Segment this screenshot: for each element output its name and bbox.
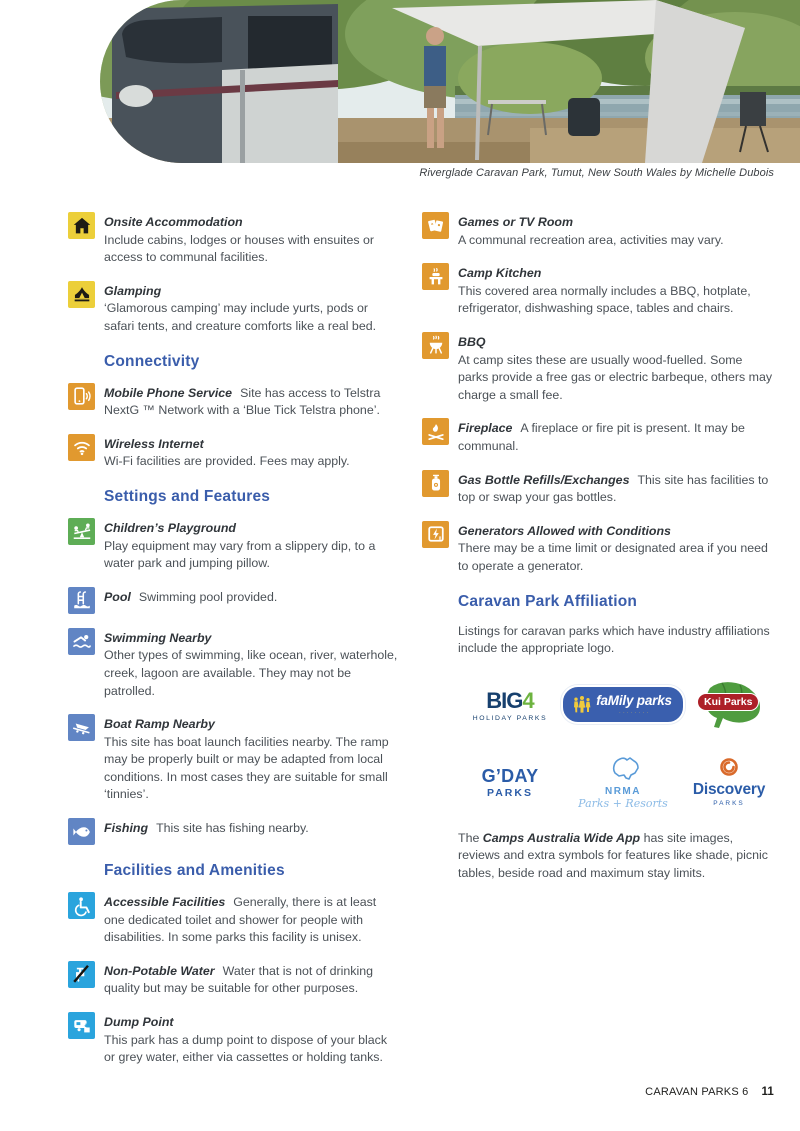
feature-description: This site has boat launch facilities nearby. The ramp may be properly built or may be adapted from local conditions. In most cases they are suitable for small ‘tinnies’. (104, 734, 389, 802)
no-potable-tap-icon (68, 961, 95, 988)
feature-title: Dump Point (104, 1015, 174, 1030)
feature-content (104, 628, 399, 700)
feature-content (104, 892, 399, 947)
feature-item (68, 434, 399, 471)
generator-icon (422, 521, 449, 548)
page-number: 11 (761, 1086, 774, 1098)
body-paragraph (458, 830, 775, 883)
feature-title: Accessible Facilities (104, 895, 226, 910)
feature-title: Fishing (104, 821, 149, 836)
feature-item (422, 470, 775, 507)
feature-description: At camp sites these are usually wood-fuelled. Some parks provide a free gas or electric barbeque, others may charge a small fee. (458, 352, 773, 402)
feature-description: Generally, there is at least one dedicated toilet and shower for people with disabilities. In some parks this facility is unisex. (104, 895, 377, 945)
kui-parks-logo (696, 680, 762, 730)
body-paragraph: Listings for caravan parks which have industry affiliations include the appropriate logo. (458, 623, 770, 656)
feature-content (458, 521, 775, 576)
feature-item (68, 818, 399, 845)
paragraph-segment: The (458, 830, 483, 845)
left-column (68, 212, 399, 1081)
feature-content (104, 212, 399, 267)
feature-content (104, 281, 399, 336)
affiliation-logo-grid (458, 680, 775, 810)
feature-content (458, 332, 775, 404)
feature-item (68, 628, 399, 700)
feature-content (104, 714, 399, 804)
camp-kitchen-icon (422, 263, 449, 290)
gday-parks-logo (482, 766, 539, 799)
feature-title: Boat Ramp Nearby (104, 717, 215, 732)
right-column (422, 212, 775, 897)
swimmer-icon (68, 628, 95, 655)
fish-icon (68, 818, 95, 845)
playing-cards-icon (422, 212, 449, 239)
campfire-icon (422, 418, 449, 445)
big4-subtext: HOLIDAY PARKS (472, 714, 548, 722)
feature-title: Games or TV Room (458, 215, 573, 229)
big4-accent: 4 (522, 687, 534, 713)
feature-item (422, 212, 775, 249)
kui-parks-text: Kui Parks (697, 693, 759, 711)
feature-title: Onsite Accommodation (104, 215, 243, 229)
feature-item (68, 383, 399, 420)
paragraph-segment: has site images, reviews and extra symbols for features like shade, picnic tables, beside road and maximum stay limits. (458, 830, 768, 880)
feature-content (104, 518, 399, 573)
family-figures-icon (572, 695, 592, 713)
feature-title: Pool (104, 589, 131, 604)
feature-item (422, 521, 775, 576)
feature-description: A communal recreation area, activities may vary. (458, 232, 724, 247)
feature-description: ‘Glamorous camping’ may include yurts, pods or safari tents, and creature comforts like a real bed. (104, 301, 377, 333)
family-parks-subtext: · · · · · · · · (619, 710, 649, 716)
feature-title: Swimming Nearby (104, 630, 212, 645)
feature-item (68, 281, 399, 336)
nrma-subtext: Parks + Resorts (578, 796, 668, 810)
big4-holiday-parks-logo (473, 688, 547, 722)
feature-title: Fireplace (458, 421, 513, 436)
feature-content (104, 961, 399, 998)
pool-ladder-icon (68, 587, 95, 614)
feature-content (104, 434, 350, 471)
feature-description: This park has a dump point to dispose of your black or grey water, either via cassettes or holding tanks. (104, 1032, 388, 1065)
feature-item (68, 1012, 399, 1067)
family-parks-logo (561, 685, 685, 724)
feature-title: Wireless Internet (104, 436, 204, 451)
nrma-parks-resorts-logo (578, 756, 668, 810)
feature-item (68, 212, 399, 267)
wifi-icon (68, 434, 95, 461)
feature-item (422, 332, 775, 404)
glamping-tent-icon (68, 281, 95, 308)
feature-title: Gas Bottle Refills/Exchanges (458, 472, 630, 487)
page-footer (645, 1086, 774, 1098)
discovery-subtext: PARKS (713, 800, 745, 808)
feature-item (68, 518, 399, 573)
footer-label: CARAVAN PARKS 6 (645, 1086, 749, 1098)
section-heading: Caravan Park Affiliation (458, 592, 638, 610)
gas-bottle-icon (422, 470, 449, 497)
feature-item (422, 263, 775, 318)
photo-caption: Riverglade Caravan Park, Tumut, New South Wales by Michelle Dubois (419, 167, 774, 179)
big4-text: BIG (486, 687, 523, 713)
nrma-australia-outline (606, 756, 640, 780)
feature-description: There may be a time limit or designated area if you need to operate a generator. (458, 541, 768, 573)
feature-title: Mobile Phone Service (104, 385, 233, 400)
feature-title: Children’s Playground (104, 520, 236, 535)
caravan-park-photo-illustration (100, 0, 800, 163)
discovery-parks-logo (693, 758, 765, 807)
nrma-text: NRMA (604, 785, 641, 797)
feature-content (458, 263, 775, 318)
hero-photo (100, 0, 800, 163)
feature-item (422, 418, 775, 455)
gday-subtext: PARKS (487, 787, 533, 800)
discovery-text: Discovery (692, 781, 766, 799)
feature-description: This covered area normally includes a BBQ, hotplate, refrigerator, dishwashing space, tables and chairs. (458, 283, 751, 316)
feature-description: Include cabins, lodges or houses with ensuites or access to communal facilities. (104, 232, 374, 265)
paragraph-segment: Camps Australia Wide App (482, 830, 641, 845)
feature-item (68, 714, 399, 804)
feature-content (104, 383, 399, 420)
discovery-swirl-icon (720, 758, 738, 776)
feature-description: Water that is not of drinking quality but may be suitable for other purposes. (104, 963, 373, 996)
feature-item (68, 587, 399, 614)
feature-title: Glamping (104, 283, 162, 298)
mobile-phone-icon (68, 383, 95, 410)
house-icon (68, 212, 95, 239)
wheelchair-icon (68, 892, 95, 919)
feature-content (104, 1012, 399, 1067)
feature-item (68, 892, 399, 947)
section-heading: Settings and Features (104, 487, 271, 505)
feature-content (458, 418, 775, 455)
feature-title: Camp Kitchen (458, 266, 542, 281)
dump-point-icon (68, 1012, 95, 1039)
feature-description: Play equipment may vary from a slippery dip, to a water park and jumping pillow. (104, 538, 376, 571)
feature-content (458, 212, 724, 249)
feature-content (458, 470, 775, 507)
playground-icon (68, 518, 95, 545)
feature-description: Wi-Fi facilities are provided. Fees may apply. (104, 454, 350, 469)
boat-ramp-icon (68, 714, 95, 741)
section-heading: Connectivity (104, 352, 200, 370)
feature-content (104, 587, 277, 607)
feature-description: This site has fishing nearby. (156, 821, 309, 836)
feature-description: Other types of swimming, like ocean, river, waterhole, creek, lagoon are available. They may not be patrolled. (104, 648, 398, 698)
feature-title: BBQ (458, 334, 486, 349)
feature-description: This site has facilities to top or swap your gas bottles. (458, 472, 769, 505)
feature-title: Non-Potable Water (104, 963, 215, 978)
section-heading: Facilities and Amenities (104, 862, 285, 880)
bbq-icon (422, 332, 449, 359)
gday-text: G’DAY (481, 766, 539, 787)
feature-description: Site has access to Telstra NextG ™ Network with a ‘Blue Tick Telstra phone’. (104, 385, 381, 418)
family-parks-text: faMily parks (596, 693, 672, 709)
feature-title: Generators Allowed with Conditions (458, 523, 671, 538)
feature-item (68, 961, 399, 998)
feature-content (104, 818, 309, 838)
feature-description: A fireplace or fire pit is present. It may be communal. (458, 421, 745, 453)
feature-description: Swimming pool provided. (138, 589, 278, 604)
